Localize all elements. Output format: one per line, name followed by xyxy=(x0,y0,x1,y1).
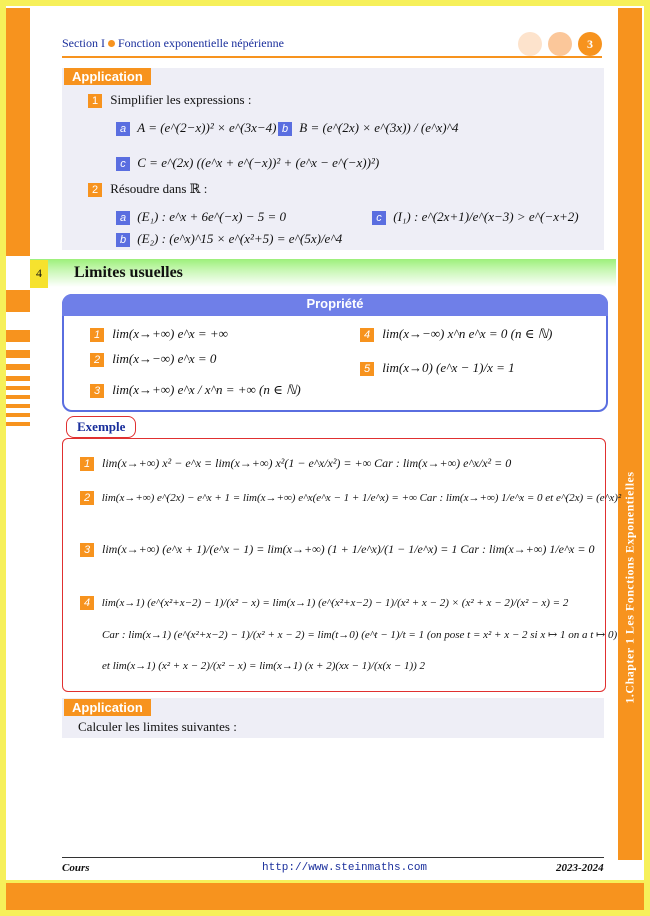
item-expr: lim(x→+∞) e^x = +∞ xyxy=(112,326,228,341)
side-stripe xyxy=(6,386,30,390)
property-item xyxy=(90,382,301,398)
side-stripe xyxy=(6,8,30,256)
footer-url[interactable]: http://www.steinmaths.com xyxy=(262,862,428,874)
question-1 xyxy=(88,92,251,108)
property-item xyxy=(90,326,228,342)
header-circle-mid xyxy=(548,32,572,56)
item-number: 4 xyxy=(360,328,374,342)
item-letter: c xyxy=(372,211,386,225)
example-item xyxy=(80,456,511,471)
bottom-bar xyxy=(6,883,644,910)
footer-right: 2023-2024 xyxy=(556,862,604,874)
side-stripe xyxy=(6,364,30,370)
item-letter: c xyxy=(116,157,130,171)
side-stripe xyxy=(6,350,30,358)
side-stripe xyxy=(6,376,30,381)
example-line: et lim(x→1) (x² + x − 2)/(x² − x) = lim(x→1) (x + 2)(xx − 1)/(x(x − 1)) 2 xyxy=(102,660,426,672)
section-title: Limites usuelles xyxy=(74,264,183,281)
side-stripe xyxy=(6,330,30,342)
side-stripe xyxy=(6,395,30,399)
example-item xyxy=(80,596,568,610)
item-number: 2 xyxy=(80,491,94,505)
side-stripe xyxy=(6,422,30,426)
item-letter: b xyxy=(278,122,292,136)
question-text: Résoudre dans ℝ : xyxy=(110,181,208,196)
item-expr: lim(x→+∞) (e^x + 1)/(e^x − 1) = lim(x→+∞) (1 + 1/e^x)/(1 − 1/e^x) = 1 Car : lim(x→+∞) 1/e^x = 0 xyxy=(102,542,595,556)
item-number: 1 xyxy=(90,328,104,342)
application-label: Application xyxy=(64,68,151,85)
header-section: Section I xyxy=(62,36,105,50)
expr-text: (E₂) : (e^x)^15 × e^(x²+5) = e^(5x)/e^4 xyxy=(137,231,343,246)
item-letter: b xyxy=(116,233,130,247)
example-box xyxy=(62,438,606,692)
header-rule xyxy=(62,56,602,58)
side-stripe xyxy=(6,413,30,417)
item-number: 3 xyxy=(80,543,94,557)
equation-b xyxy=(116,231,342,247)
side-stripe xyxy=(6,404,30,408)
item-letter: a xyxy=(116,122,130,136)
item-expr: lim(x→+∞) x² − e^x = lim(x→+∞) x²(1 − e^x/x²) = +∞ Car : lim(x→+∞) e^x/x² = 0 xyxy=(102,456,512,470)
header-circle-light xyxy=(518,32,542,56)
running-header xyxy=(62,36,284,51)
application-label: Application xyxy=(64,699,151,716)
item-expr: lim(x→−∞) e^x = 0 xyxy=(112,351,217,366)
property-label: Propriété xyxy=(62,294,608,316)
item-number: 2 xyxy=(90,353,104,367)
footer-rule xyxy=(62,857,604,858)
item-number: 4 xyxy=(80,596,94,610)
frame-right xyxy=(644,0,650,916)
expr-text: C = e^(2x) ((e^x + e^(−x))² + (e^x − e^(−x))²) xyxy=(137,155,380,170)
expr-text: A = (e^(2−x))² × e^(3x−4) xyxy=(137,120,277,135)
page-number: 3 xyxy=(578,32,602,56)
question-text: Simplifier les expressions : xyxy=(110,92,252,107)
item-expr: lim(x→+∞) e^x / x^n = +∞ (n ∈ ℕ) xyxy=(112,382,301,397)
item-number: 1 xyxy=(80,457,94,471)
application-text: Calculer les limites suivantes : xyxy=(78,719,237,734)
item-expr: lim(x→1) (e^(x²+x−2) − 1)/(x² − x) = lim(x→1) (e^(x²+x−2) − 1)/(x² + x − 2) × (x² + x − 2)/(x² − x) = 2 xyxy=(101,597,569,609)
item-expr: lim(x→0) (e^x − 1)/x = 1 xyxy=(382,360,515,375)
question-number: 1 xyxy=(88,94,102,108)
side-stripe xyxy=(6,290,30,312)
chapter-vertical-label: 1.Chapter 1 Les Fonctions Exponentielles xyxy=(622,471,637,704)
property-item xyxy=(360,326,552,342)
header-title: Fonction exponentielle népérienne xyxy=(118,36,284,50)
expr-text: (E₁) : e^x + 6e^(−x) − 5 = 0 xyxy=(137,209,286,224)
example-item xyxy=(80,491,621,505)
expr-c xyxy=(116,155,379,171)
item-expr: lim(x→+∞) e^(2x) − e^x + 1 = lim(x→+∞) e^x(e^x − 1 + 1/e^x) = +∞ Car : lim(x→+∞) 1/e^x = 0 et e^(2x) = (e^x)² xyxy=(101,492,622,504)
question-2 xyxy=(88,181,207,197)
expr-text: (I₁) : e^(2x+1)/e^(x−3) > e^(−x+2) xyxy=(393,209,579,224)
item-letter: a xyxy=(116,211,130,225)
footer-left: Cours xyxy=(62,862,90,874)
example-item xyxy=(80,542,594,557)
item-expr: lim(x→−∞) x^n e^x = 0 (n ∈ ℕ) xyxy=(382,326,553,341)
expr-text: B = (e^(2x) × e^(3x)) / (e^x)^4 xyxy=(299,120,459,135)
expr-a xyxy=(116,120,276,136)
inequation-c xyxy=(372,209,579,225)
property-item xyxy=(90,351,216,367)
frame-top xyxy=(0,0,650,6)
expr-b xyxy=(278,120,459,136)
item-number: 5 xyxy=(360,362,374,376)
item-number: 3 xyxy=(90,384,104,398)
equation-a xyxy=(116,209,286,225)
example-label: Exemple xyxy=(66,416,136,438)
property-item xyxy=(360,360,515,376)
section-number: 4 xyxy=(30,260,48,288)
question-number: 2 xyxy=(88,183,102,197)
example-line: Car : lim(x→1) (e^(x²+x−2) − 1)/(x² + x − 2) = lim(t→0) (e^t − 1)/t = 1 (on pose t = x² + x − 2 si x ↦ 1 on a t ↦ 0) xyxy=(102,629,618,641)
header-bullet-icon xyxy=(108,40,115,47)
